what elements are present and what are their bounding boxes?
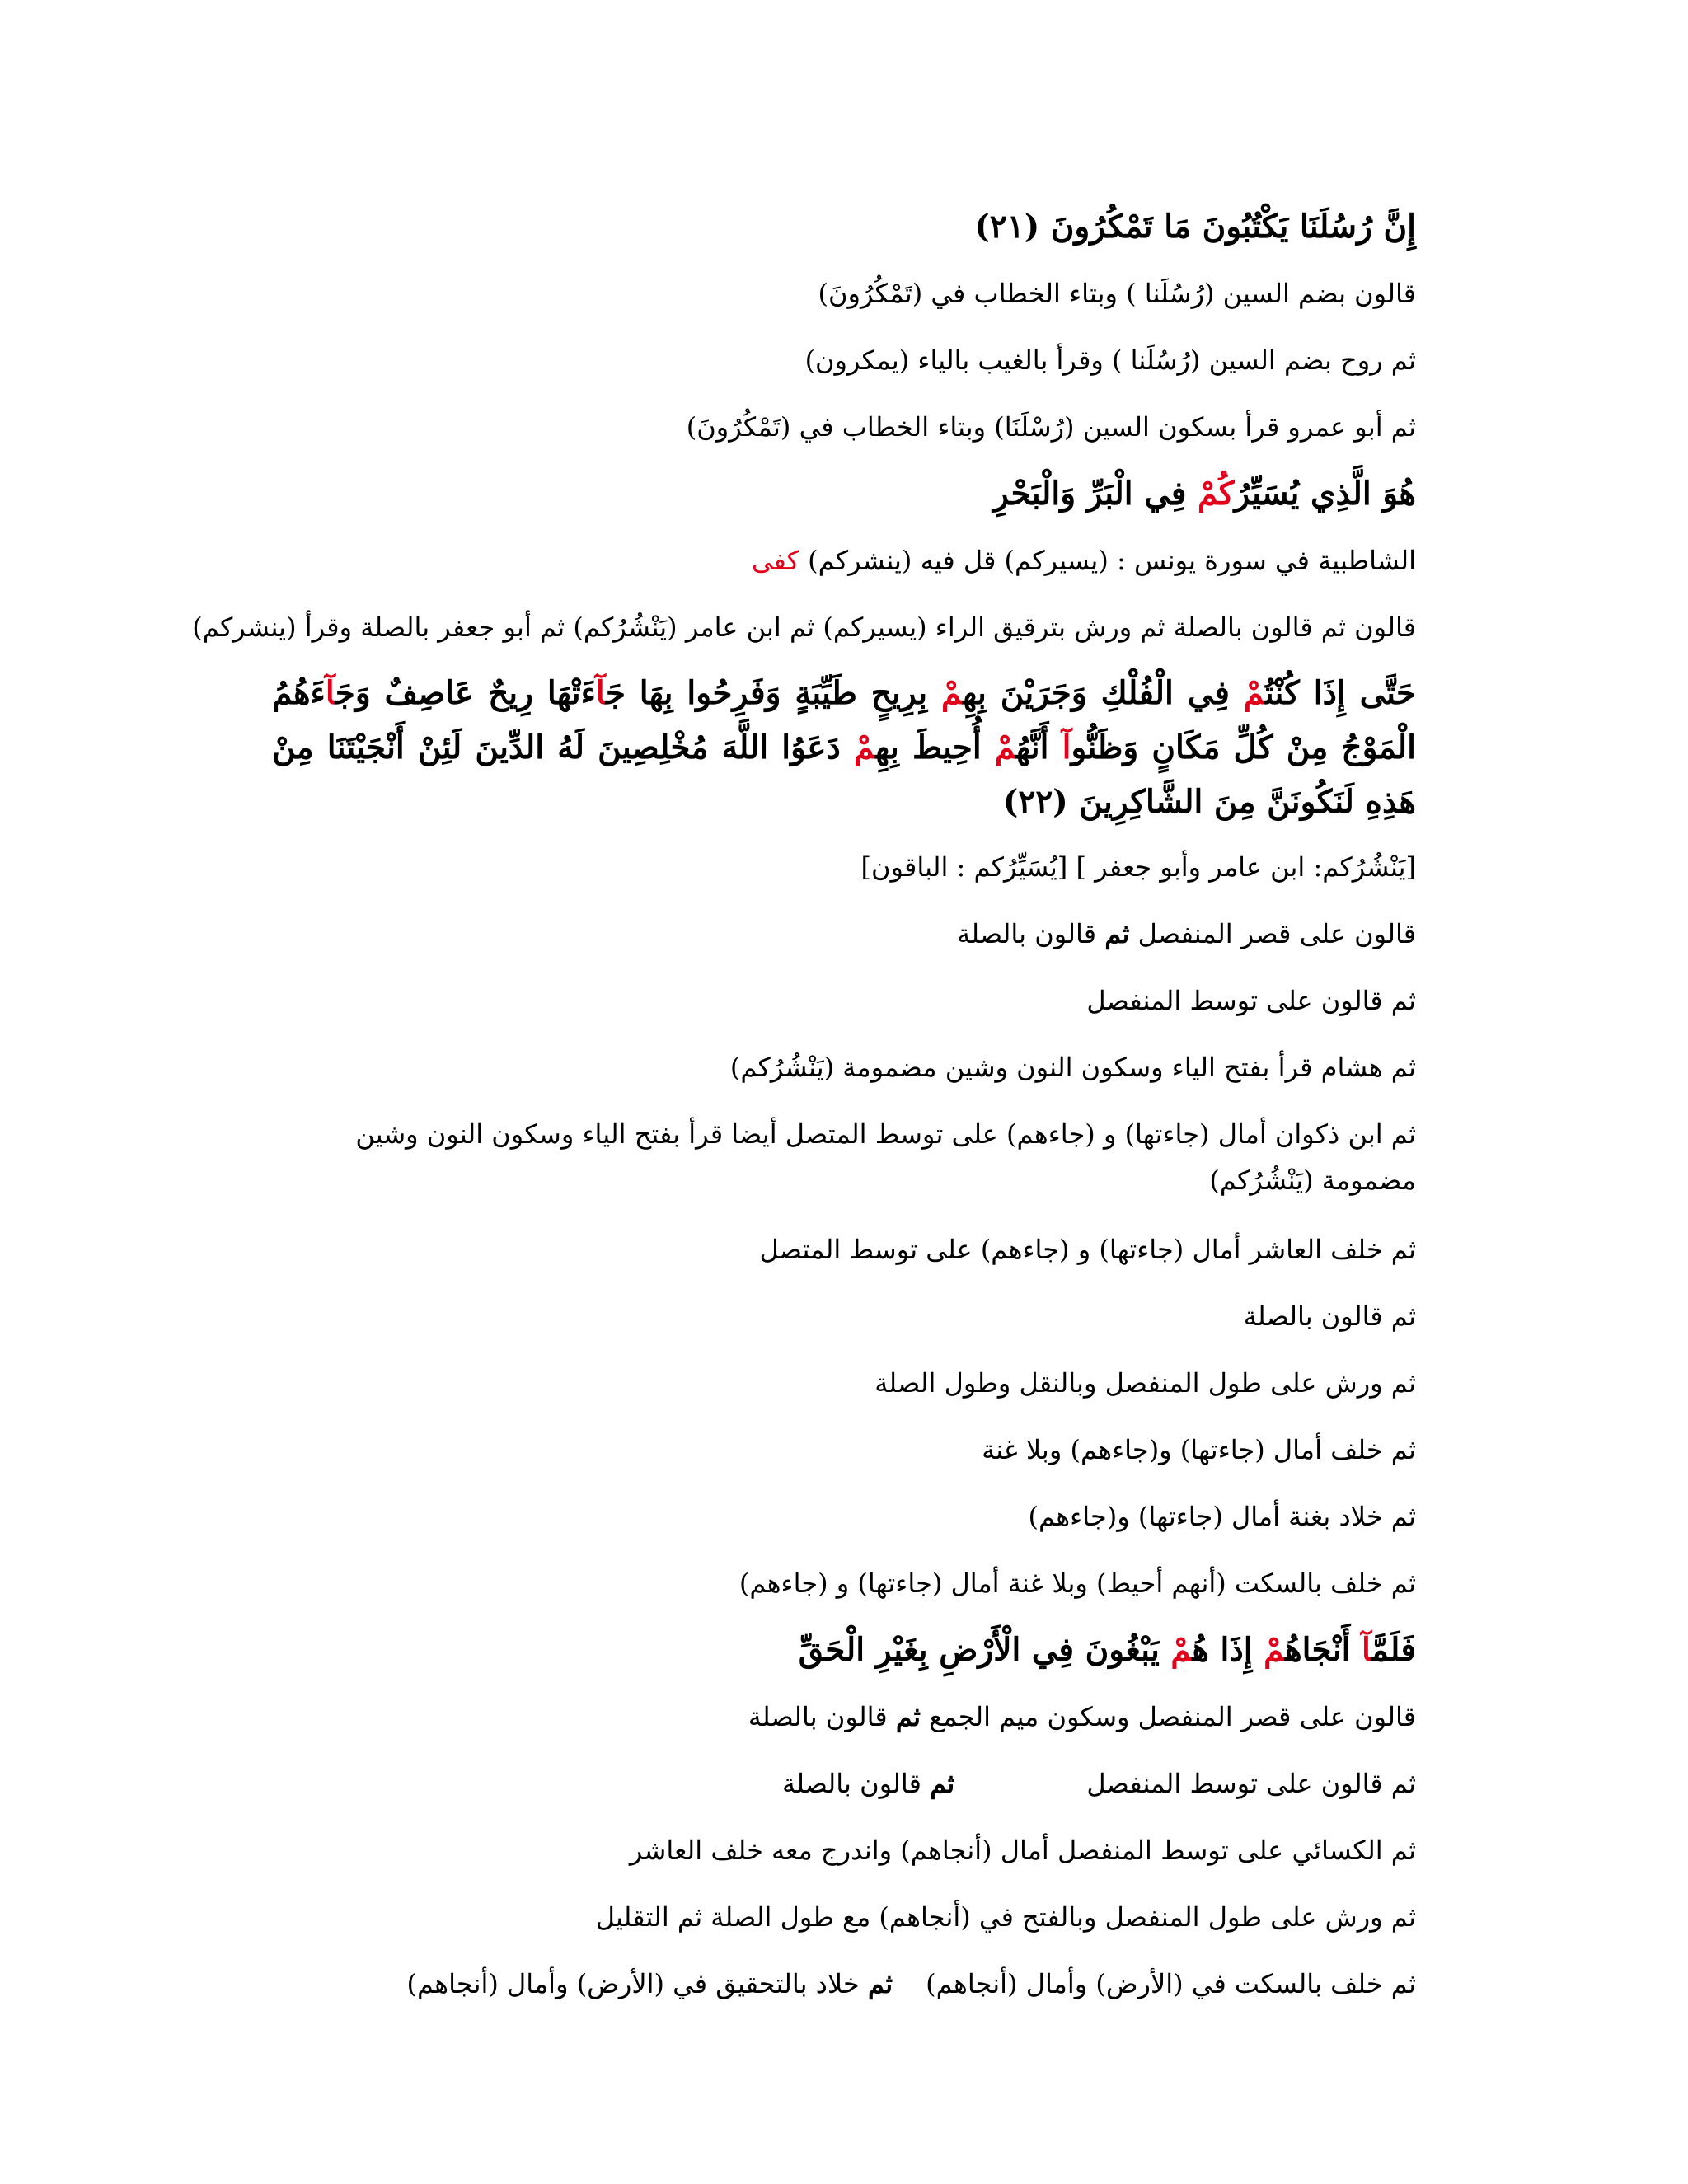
note-qalun-rusulana: قالون بضم السين (رُسُلَنا ) وبتاء الخطاب في (تَمْكُرُونَ) <box>818 278 1416 309</box>
note-hisham: ثم هشام قرأ بفتح الياء وسكون النون وشين مضمومة (يَنْشُرُكم) <box>729 1052 1416 1083</box>
verse-text: هُوَ الَّذِي يُسَيِّرُ <box>1234 475 1416 513</box>
highlight-mim-jam: كُمْ <box>1197 475 1235 513</box>
highlight-mim-jam: مْ <box>994 729 1016 766</box>
note-text: قالون على قصر المنفصل وسكون ميم الجمع <box>921 1701 1416 1732</box>
verse-21: إِنَّ رُسُلَنَا يَكْتُبُونَ مَا تَمْكُرُونَ (٢١) <box>974 208 1416 246</box>
verse-22-continued <box>272 666 1416 829</box>
verse-text: وَظَنُّو <box>1071 729 1139 766</box>
verse-text: حَتَّى إِذَا كُنْتُ <box>1264 674 1417 712</box>
highlight-mim-jam: مْ <box>854 729 875 766</box>
then-keyword: ثم <box>930 1768 955 1799</box>
verse-text: أَنْجَاهُ <box>1285 1631 1362 1669</box>
note-qalun-sila: ثم قالون بالصلة <box>1243 1301 1416 1332</box>
note-text: قالون بالصلة <box>748 1701 896 1732</box>
verse-text: فَلَمَّ <box>1371 1631 1416 1669</box>
note-qalun-tawassut-sila <box>272 1750 1416 1817</box>
verse-text: ءَهُمُ الْمَوْجُ مِنْ كُلِّ مَكَانٍ <box>272 674 1417 766</box>
note-khallad: ثم خلاد بغنة أمال (جاءتها) و(جاءهم) <box>1028 1501 1416 1532</box>
note-khalaf-khallad <box>272 1951 1416 2018</box>
note-text: ثم قالون على توسط المنفصل <box>1086 1768 1416 1799</box>
highlight-madd: آ <box>1062 729 1071 766</box>
highlight-mim-jam: مْ <box>1264 1631 1286 1669</box>
highlight-madd: آ <box>595 674 606 712</box>
verse-text: دَعَوُا اللَّهَ مُخْلِصِينَ لَهُ الدِّينَ لَئِنْ أَنْجَيْتَنَا مِنْ هَذِهِ لَنَكُونَنَّ مِنَ الشَّاكِرِينَ (٢٢) <box>272 729 1416 821</box>
note-khalaf-al-ashir: ثم خلف العاشر أمال (جاءتها) و (جاءهم) على توسط المتصل <box>759 1234 1416 1265</box>
note-order-yusayyirukum: قالون ثم قالون بالصلة ثم ورش بترقيق الراء (يسيركم) ثم ابن عامر (يَنْشُرُكم) ثم أبو جعفر بالصلة وقرأ (ينشركم) <box>192 612 1416 643</box>
highlight-mim-jam: مْ <box>1170 1631 1193 1669</box>
verse-23-opening <box>272 1617 1416 1684</box>
note-qalun-qasr <box>272 901 1416 968</box>
note-text: قالون بالصلة <box>782 1768 931 1799</box>
shatibiyya-text: الشاطبية في سورة يونس : (يسيركم) قل فيه (ينشركم) <box>799 545 1416 576</box>
then-keyword: ثم <box>867 1968 893 1999</box>
note-text: خلاد بالتحقيق في (الأرض) وأمال (أنجاهم) <box>406 1968 868 1999</box>
highlight-madd: آ <box>1362 1631 1372 1669</box>
note-qalun-qasr-sukun <box>272 1684 1416 1750</box>
highlight-mim-jam: مْ <box>1243 674 1265 712</box>
note-khalaf: ثم خلف أمال (جاءتها) و(جاءهم) وبلا غنة <box>982 1434 1416 1465</box>
readings-summary: [يَنْشُرُكم: ابن عامر وأبو جعفر ] [يُسَيِّرُكم : الباقون] <box>860 851 1416 883</box>
note-rawh-yamkurun: ثم روح بضم السين (رُسُلَنا ) وقرأ بالغيب بالياء (يمكرون) <box>804 344 1416 376</box>
note-text: قالون بالصلة <box>957 918 1105 949</box>
verse-text: ءَتْهَا رِيحٌ عَاصِفٌ وَجَ <box>335 674 596 712</box>
verse-text: أُحِيطَ بِهِ <box>874 729 995 766</box>
shatibiyya-note <box>272 527 1416 594</box>
verse-text: أَنَّهُ <box>1015 729 1062 766</box>
shatibiyya-red-word: كفى <box>751 545 799 576</box>
then-keyword: ثم <box>1104 918 1130 949</box>
highlight-madd: آ <box>325 674 335 712</box>
verse-text: فِي الْبَرِّ وَالْبَحْرِ <box>993 475 1198 513</box>
verse-text: فِي الْفُلْكِ وَجَرَيْنَ بِهِ <box>963 674 1244 712</box>
then-keyword: ثم <box>895 1701 921 1732</box>
highlight-mim-jam: مْ <box>941 674 963 712</box>
verse-22-opening <box>272 461 1416 527</box>
note-warsh: ثم ورش على طول المنفصل وبالنقل وطول الصلة <box>874 1367 1416 1399</box>
verse-text: بِرِيحٍ طَيِّبَةٍ وَفَرِحُوا بِهَا جَ <box>605 674 942 712</box>
note-khalaf-sakt: ثم خلف بالسكت (أنهم أحيط) وبلا غنة أمال (جاءتها) و (جاءهم) <box>738 1568 1416 1599</box>
note-ibn-dhakwan: ثم ابن ذكوان أمال (جاءتها) و (جاءهم) على توسط المتصل أيضا قرأ بفتح الياء وسكون النون وشين مضمومة (يَنْشُرُكم) <box>355 1118 1416 1196</box>
note-text: قالون على قصر المنفصل <box>1129 918 1416 949</box>
note-warsh-taqlil: ثم ورش على طول المنفصل وبالفتح في (أنجاهم) مع طول الصلة ثم التقليل <box>595 1901 1416 1933</box>
verse-text: يَبْغُونَ فِي الْأَرْضِ بِغَيْرِ الْحَقِّ <box>798 1631 1171 1669</box>
verse-text: إِذَا هُ <box>1192 1631 1264 1669</box>
note-abu-amr: ثم أبو عمرو قرأ بسكون السين (رُسْلَنَا) وبتاء الخطاب في (تَمْكُرُونَ) <box>686 411 1416 443</box>
note-qalun-tawassut: ثم قالون على توسط المنفصل <box>1086 985 1416 1016</box>
note-kisai: ثم الكسائي على توسط المنفصل أمال (أنجاهم) واندرج معه خلف العاشر <box>629 1835 1416 1866</box>
note-text: ثم خلف بالسكت في (الأرض) وأمال (أنجاهم) <box>926 1968 1416 1999</box>
